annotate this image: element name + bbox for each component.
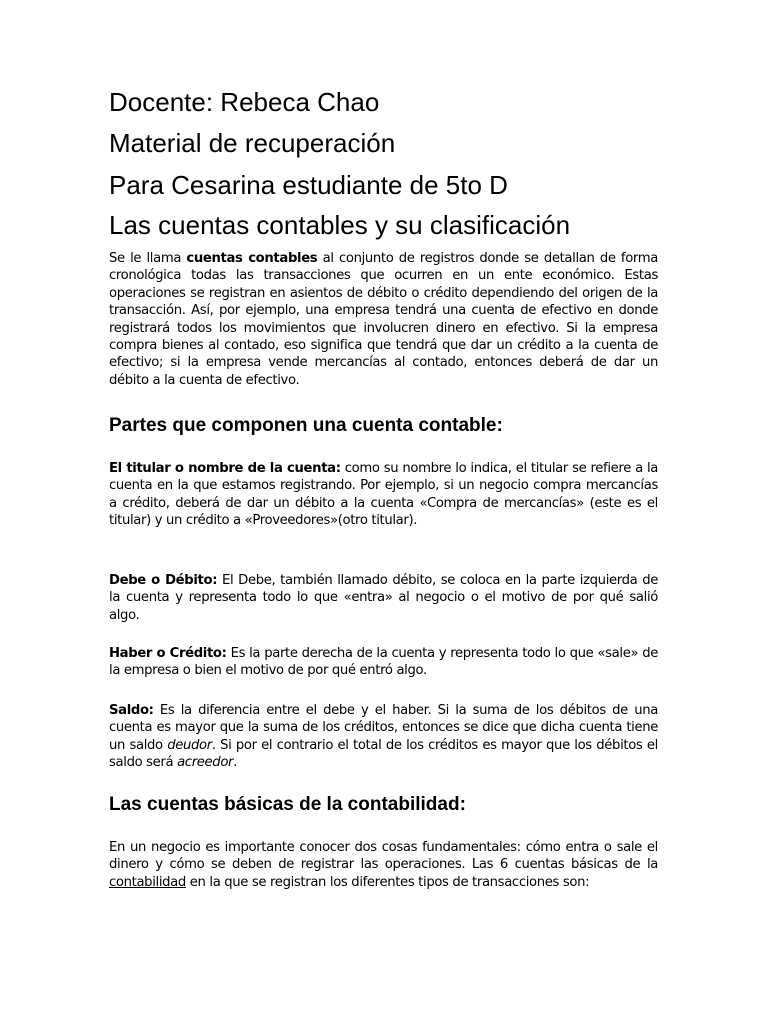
intro-term: cuentas contables — [186, 251, 318, 266]
intro-paragraph — [109, 250, 658, 389]
student-heading: Para Cesarina estudiante de 5to D — [109, 170, 508, 200]
saldo-text-3: . — [233, 755, 237, 771]
material-heading: Material de recuperación — [109, 128, 396, 158]
saldo-acreedor: acreedor — [177, 755, 234, 771]
saldo-text-2: . Si por el contrario el total de los créditos es mayor que los débitos el saldo será — [109, 737, 658, 771]
basics-heading: Las cuentas básicas de la contabilidad: — [109, 794, 466, 815]
teacher-heading: Docente: Rebeca Chao — [109, 87, 380, 117]
basics-text-2: en la que se registran los diferentes tipos de transacciones son: — [185, 874, 590, 890]
haber-text: Es la parte derecha de la cuenta y representa todo lo que «sale» de la empresa o bien el motivo de por qué entró algo. — [109, 646, 658, 679]
debe-term: Debe o Débito: — [109, 573, 218, 588]
titular-term: El titular o nombre de la cuenta: — [109, 461, 341, 476]
debe-paragraph — [109, 572, 658, 624]
haber-term: Haber o Crédito: — [109, 646, 227, 661]
document-title: Las cuentas contables y su clasificación — [109, 210, 571, 240]
debe-text: El Debe, también llamado débito, se coloca en la parte izquierda de la cuenta y representa todo lo que «entra» al negocio o el motivo de por qué salió algo. — [109, 573, 658, 623]
titular-text: como su nombre lo indica, el titular se refiere a la cuenta en la que estamos registrando. Por ejemplo, si un negocio compra mercancías a crédito, deberá de dar un débito a la cuenta «Compra de mercancías» (este es el titular) y un crédito a «Proveedores»(otro titular). — [109, 461, 658, 529]
parts-heading: Partes que componen una cuenta contable: — [109, 415, 503, 436]
saldo-text-1: Es la diferencia entre el debe y el haber. Si la suma de los débitos de una cuenta es mayor que la suma de los créditos, entonces se dice que dicha cuenta tiene un saldo — [109, 703, 658, 753]
basics-text-1: En un negocio es importante conocer dos cosas fundamentales: cómo entra o sale el dinero y cómo se deben de registrar las operaciones. Las 6 cuentas básicas de la — [109, 840, 658, 873]
intro-text-end: al conjunto de registros donde se detallan de forma cronológica todas las transacciones que ocurren en un ente económico. Estas operaciones se registran en asientos de débito o crédito dependiendo del origen de la transacción. Así, por ejemplo, una empresa tendrá una cuenta de efectivo en donde registrará todos los movimientos que involucren dinero en efectivo. Si la empresa compra bienes al contado, eso significa que tendrá que dar un crédito a la cuenta de efectivo; si la empresa vende mercancías al contado, entonces deberá de dar un débito a la cuenta de efectivo. — [109, 251, 658, 388]
basics-paragraph — [109, 839, 658, 891]
intro-text-start: Se le llama — [109, 251, 187, 266]
saldo-deudor: deudor — [167, 737, 212, 753]
saldo-paragraph — [109, 702, 658, 772]
contabilidad-link[interactable]: contabilidad — [109, 874, 186, 890]
haber-paragraph — [109, 645, 658, 680]
saldo-term: Saldo: — [109, 703, 154, 718]
titular-paragraph — [109, 460, 658, 530]
